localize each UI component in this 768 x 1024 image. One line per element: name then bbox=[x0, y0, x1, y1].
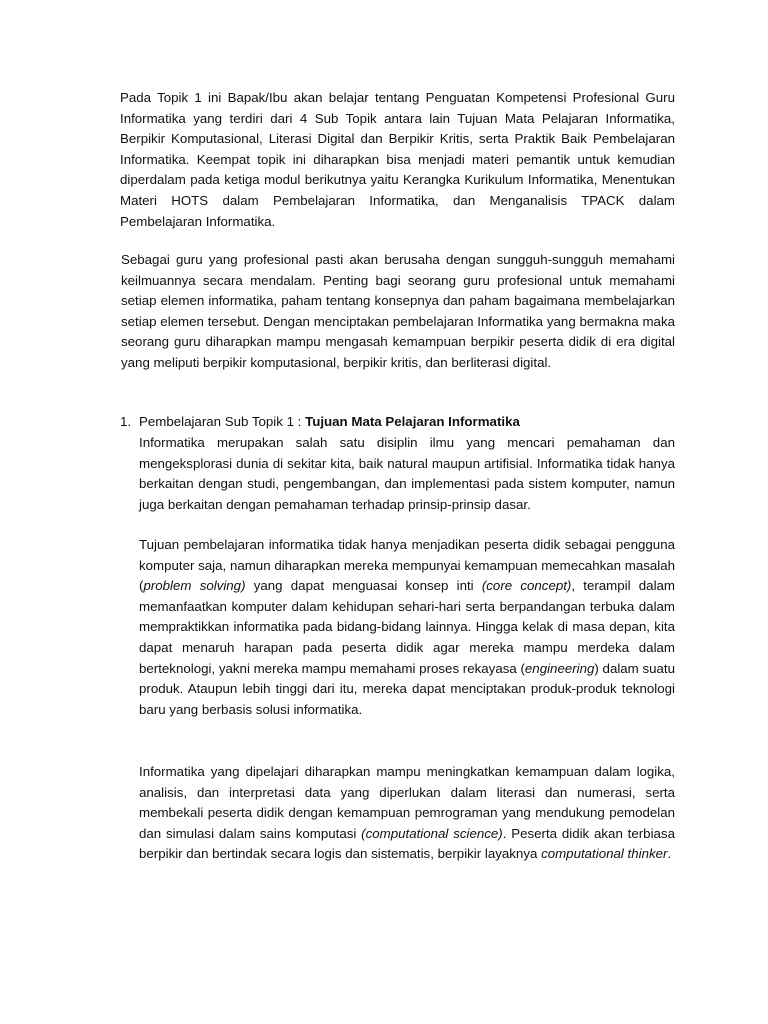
section-paragraph-3 bbox=[139, 762, 675, 865]
text-run: Tujuan pembelajaran informatika tidak hanya menjadikan peserta didik sebagai pengguna komputer saja, namun diharapkan mereka mempunyai kemampuan memecahkan masalah ( bbox=[139, 537, 675, 594]
italic-term: (core concept) bbox=[481, 578, 572, 594]
section-paragraph-1: Informatika merupakan salah satu disiplin ilmu yang mencari pemahaman dan mengeksplorasi dunia di sekitar kita, baik natural maupun artifisial. Informatika tidak hanya berkaitan dengan studi, pengembangan, dan implementasi pada sistem komputer, namun juga berkaitan dengan pemahaman terhadap prinsip-prinsip dasar. bbox=[139, 435, 675, 512]
text-run: ) dalam suatu produk. Ataupun lebih tinggi dari itu, mereka dapat menciptakan produk-produk teknologi baru yang berbasis solusi informatika. bbox=[139, 660, 676, 717]
list-number: 1. bbox=[120, 414, 132, 429]
italic-term: computational thinker bbox=[541, 846, 668, 862]
second-paragraph: Sebagai guru yang profesional pasti akan berusaha dengan sungguh-sungguh memahami keilmuannya secara mendalam. Penting bagi seorang guru profesional untuk memahami setiap elemen informatika, paham tentang konsepnya dan paham bagaimana membelajarkan setiap elemen tersebut. Dengan menciptakan pembelajaran Informatika yang bermakna maka seorang guru diharapkan mampu mengasah kemampuan berpikir peserta didik di era digital yang meliputi berpikir komputasional, berpikir kritis, dan berliterasi digital. bbox=[121, 252, 675, 370]
italic-term: problem solving) bbox=[143, 578, 246, 594]
section-label: Pembelajaran Sub Topik 1 : bbox=[139, 414, 306, 429]
text-run: Informatika yang dipelajari diharapkan mampu meningkatkan kemampuan dalam logika, analisis, dan interpretasi data yang diperlukan dalam literasi dan numerasi, serta membekali peserta didik dengan kemampuan pemrograman yang mendukung pemodelan dan simulasi dalam sains komputasi bbox=[139, 764, 675, 841]
section-paragraph-2 bbox=[139, 535, 675, 720]
italic-term: (computational science) bbox=[361, 825, 503, 841]
text-run: . bbox=[667, 846, 672, 862]
text-run: . Peserta didik akan terbiasa berpikir dan bertindak secara logis dan sistematis, berpikir layaknya bbox=[139, 825, 675, 862]
text-run: , terampil dalam memanfaatkan komputer dalam kehidupan sehari-hari serta berpandangan terbuka dalam mempraktikkan informatika pada bidang-bidang lainnya. Hingga kelak di masa depan, kita dapat menaruh harapan pada peserta didik agar mereka mampu merdeka dalam berteknologi, yakni mereka mampu memahami proses rekayasa ( bbox=[139, 578, 675, 676]
intro-paragraph: Pada Topik 1 ini Bapak/Ibu akan belajar tentang Penguatan Kompetensi Profesional Guru Informatika yang terdiri dari 4 Sub Topik antara lain Tujuan Mata Pelajaran Informatika, Berpikir Komputasional, Literasi Digital dan Berpikir Kritis, serta Praktik Baik Pembelajaran Informatika. Keempat topik ini diharapkan bisa menjadi materi pemantik untuk kemudian diperdalam pada ketiga modul berikutnya yaitu Kerangka Kurikulum Informatika, Menentukan Materi HOTS dalam Pembelajaran Informatika, dan Menganalisis TPACK dalam Pembelajaran Informatika. bbox=[120, 90, 675, 229]
italic-term: engineering bbox=[524, 660, 595, 676]
text-run: yang dapat menguasai konsep inti bbox=[245, 578, 482, 594]
section-heading bbox=[120, 412, 675, 433]
section-title: Tujuan Mata Pelajaran Informatika bbox=[305, 414, 520, 429]
